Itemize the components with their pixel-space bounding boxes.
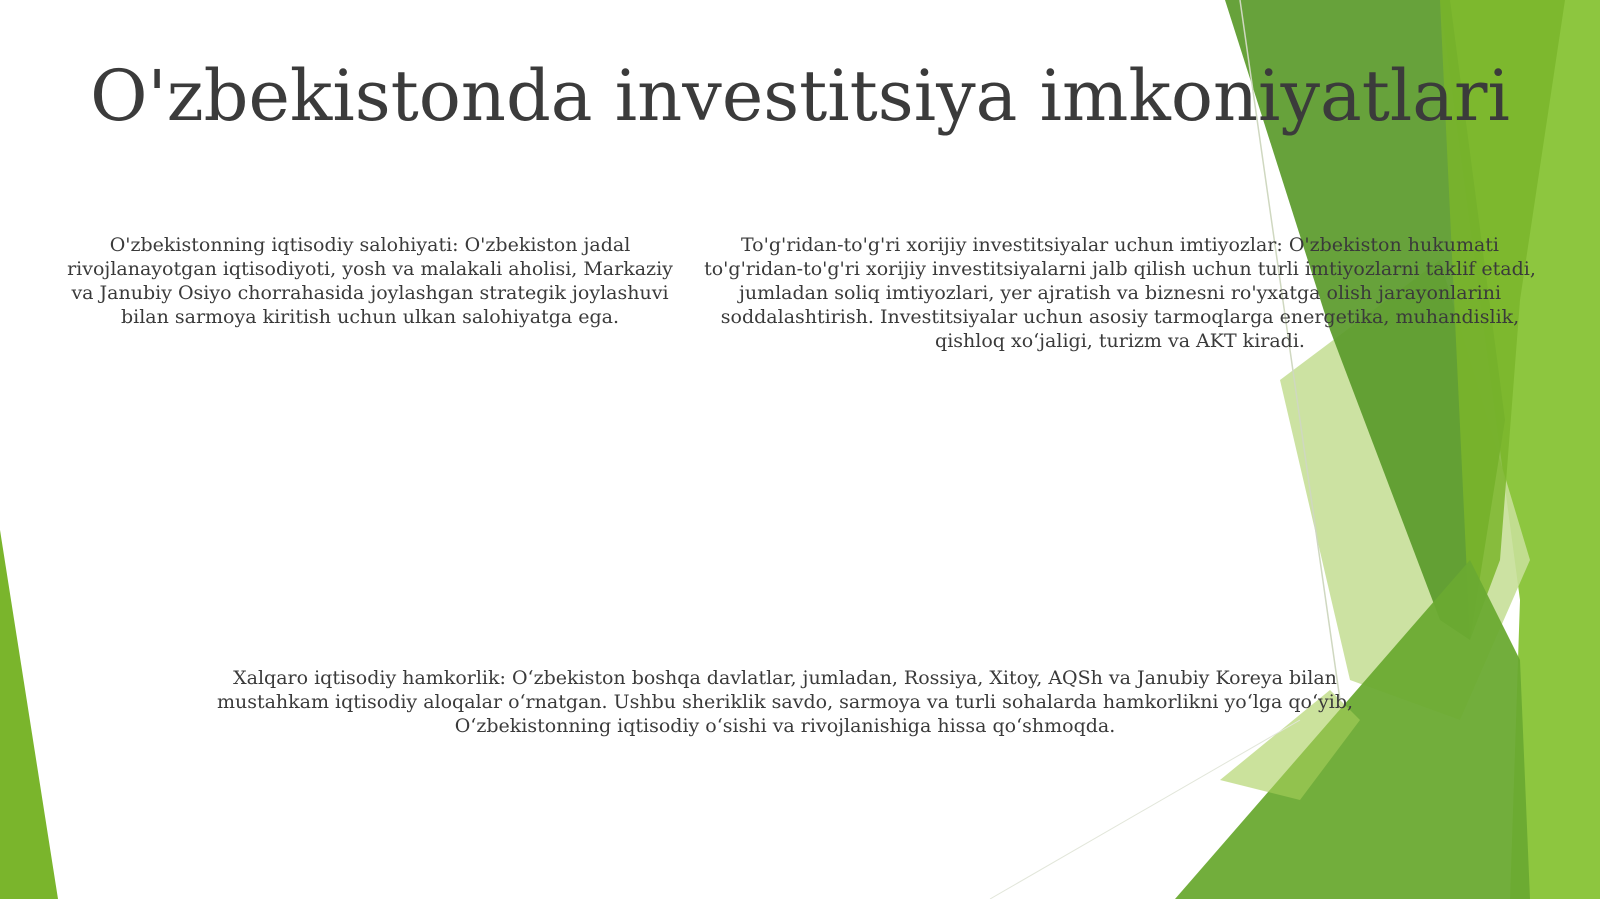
international-cooperation-text: Xalqaro iqtisodiy hamkorlik: O‘zbekiston boshqa davlatlar, jumladan, Rossiya, Xitoy, AQSh va Janubiy Koreya bilan mustahkam iqtisodiy aloqalar o‘rnatgan. Ushbu sheriklik savdo, sarmoya va turli sohalarda hamkorlikni yo‘lga qo‘yib, O‘zbekistonning iqtisodiy o‘sishi va rivojlanishiga hissa qo‘shmoqda. <box>216 667 1354 737</box>
fdi-incentives-text: To'g'ridan-to'g'ri xorijiy investitsiyalar uchun imtiyozlar: O'zbekiston hukumati to'g'ridan-to'g'ri xorijiy investitsiyalarni jalb qilish uchun turli imtiyozlarni taklif etadi, jumladan soliq imtiyozlari, yer ajratish va biznesni ro'yxatga olish jarayonlarini soddalashtirish. Investitsiyalar uchun asosiy tarmoqlarga energetika, muhandislik, qishloq xo‘jaligi, turizm va AKT kiradi. <box>704 234 1536 352</box>
left-green-triangle <box>0 530 58 899</box>
slide-title: O'zbekistonda investitsiya imkoniyatlari <box>90 55 1510 137</box>
economic-potential-text: O'zbekistonning iqtisodiy salohiyati: O'zbekiston jadal rivojlanayotgan iqtisodiyoti, yosh va malakali aholisi, Markaziy va Janubiy Osiyo chorrahasida joylashgan strategik joylashuvi bilan sarmoya kiritish uchun ulkan salohiyatga ega. <box>67 234 673 328</box>
